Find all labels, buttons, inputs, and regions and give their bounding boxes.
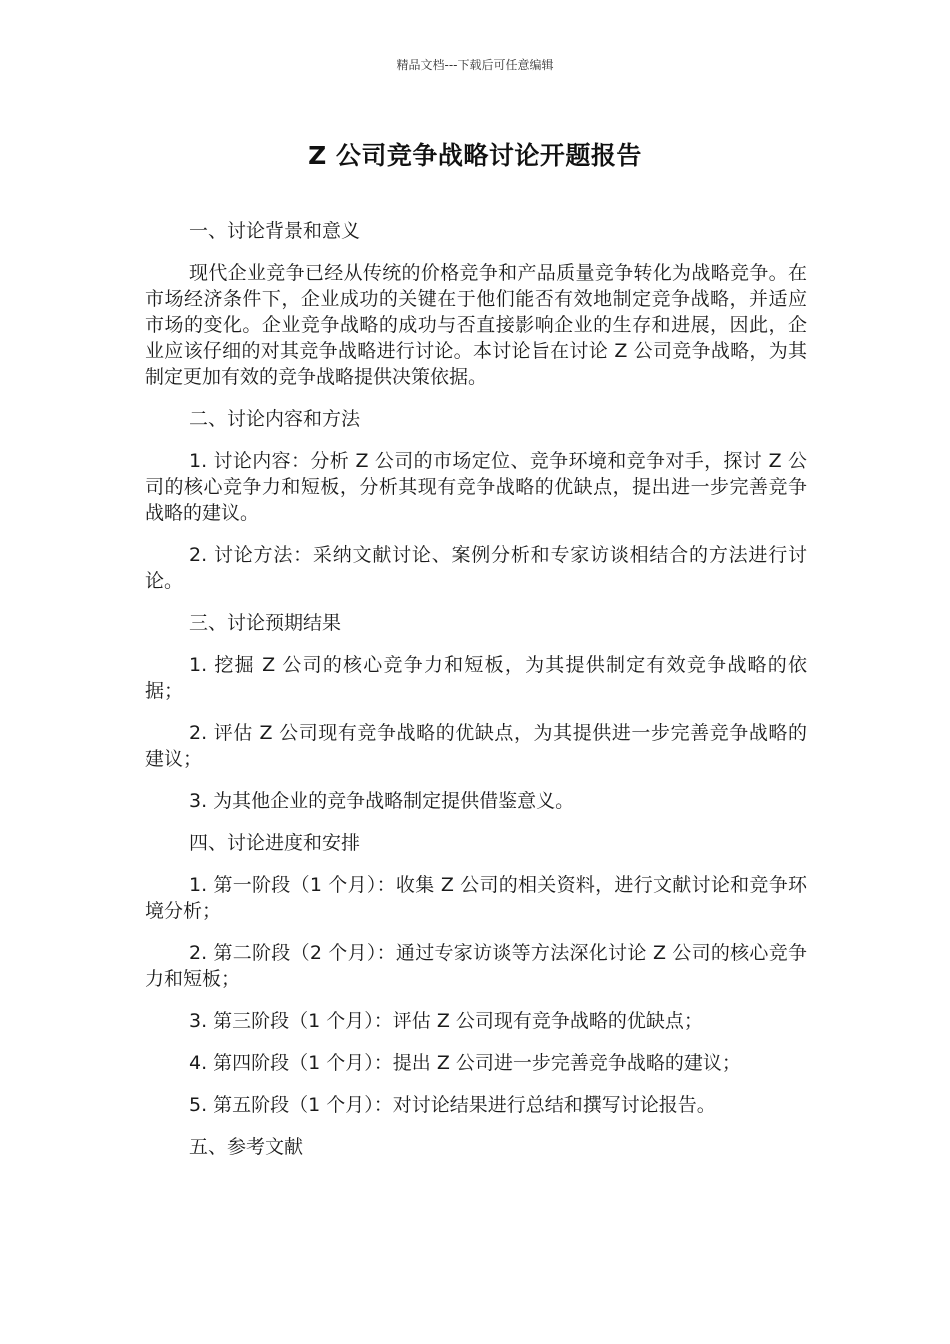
paragraph-background: 现代企业竞争已经从传统的价格竞争和产品质量竞争转化为战略竞争。在市场经济条件下，企业成功的关键在于他们能否有效地制定竞争战略，并适应市场的变化。企业竞争战略的成功与否直接影响企业的生存和进展，因此，企业应该仔细的对其竞争战略进行讨论。本讨论旨在讨论 Z 公司竞争战略，为其制定更加有效的竞争战略提供决策依据。: [145, 262, 807, 388]
list-item-stage-4: 4. 第四阶段（1 个月）：提出 Z 公司进一步完善竞争战略的建议；: [189, 1052, 741, 1074]
section-heading-references: 五、参考文献: [189, 1136, 304, 1158]
page-header-note: 精品文档---下载后可任意编辑: [396, 58, 554, 72]
list-item-result-3: 3. 为其他企业的竞争战略制定提供借鉴意义。: [189, 790, 575, 812]
section-heading-background: 一、讨论背景和意义: [189, 220, 361, 242]
document-body: [145, 218, 807, 1176]
section-heading-schedule: 四、讨论进度和安排: [189, 832, 361, 854]
list-item-stage-3: 3. 第三阶段（1 个月）：评估 Z 公司现有竞争战略的优缺点；: [189, 1010, 703, 1032]
list-item-result-2: 2. 评估 Z 公司现有竞争战略的优缺点，为其提供进一步完善竞争战略的建议；: [145, 722, 807, 770]
paragraph-content: 1. 讨论内容：分析 Z 公司的市场定位、竞争环境和竞争对手，探讨 Z 公司的核心竞争力和短板，分析其现有竞争战略的优缺点，提出进一步完善竞争战略的建议。: [145, 450, 807, 524]
list-item-stage-2: 2. 第二阶段（2 个月）：通过专家访谈等方法深化讨论 Z 公司的核心竞争力和短板；: [145, 942, 807, 990]
section-heading-expected-results: 三、讨论预期结果: [189, 612, 342, 634]
section-heading-content-methods: 二、讨论内容和方法: [189, 408, 361, 430]
paragraph-methods: 2. 讨论方法：采纳文献讨论、案例分析和专家访谈相结合的方法进行讨论。: [145, 544, 807, 592]
document-title: Z 公司竞争战略讨论开题报告: [308, 141, 642, 170]
list-item-result-1: 1. 挖掘 Z 公司的核心竞争力和短板，为其提供制定有效竞争战略的依据；: [145, 654, 807, 702]
list-item-stage-1: 1. 第一阶段（1 个月）：收集 Z 公司的相关资料，进行文献讨论和竞争环境分析；: [145, 874, 807, 922]
list-item-stage-5: 5. 第五阶段（1 个月）：对讨论结果进行总结和撰写讨论报告。: [189, 1094, 716, 1116]
